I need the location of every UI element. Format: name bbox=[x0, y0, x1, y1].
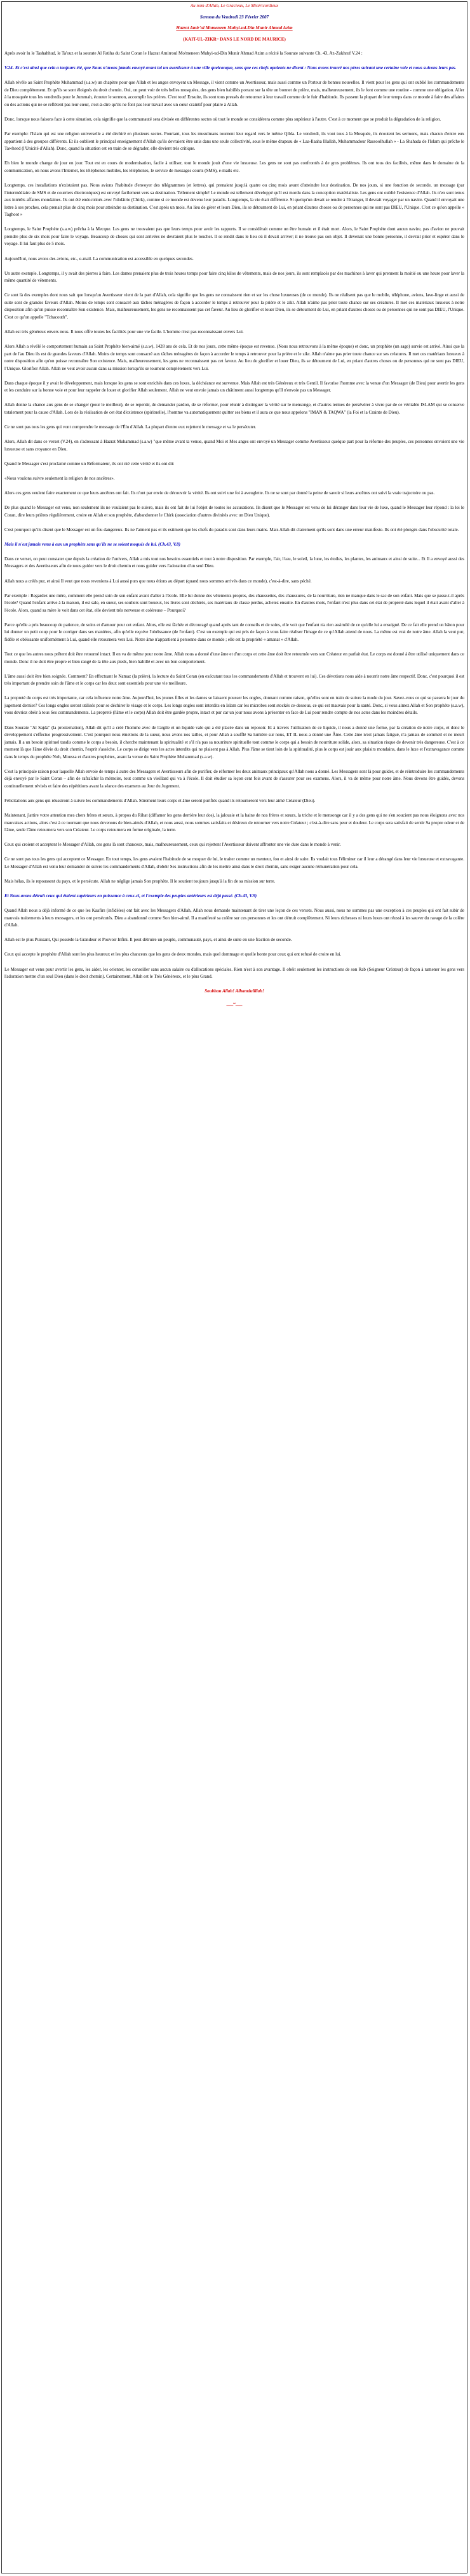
sermon-paragraph: Ce ne sont pas tous les gens qui acceptent ce Messager. En tout temps, les gens avaient l'habitude de se moquer de lui, le traiter comme un menteur, fou et ainsi de suite. Ils voulait tous l'éliminer car il leur a dérangé dans leur vie luxueuse et extravagante. Le Messager d'Allah est venu leur demander de suivre les commandements d'Allah, d'obéir Ses instructions afin de les mettre ainsi dans le droit chemin, sans exiger aucune rémunération pour cela. bbox=[4, 857, 464, 869]
sermon-paragraph: Ce sont là des exemples dont nous sait que lorsqu'un Avertisseur vient de la part d'Allah, cela signifie que les gens ne connaissent rien et sur les chose luxueuses (de ce monde). Ils ne réalisent pas que le mobile, téléphone, avions, lave-linge et aussi de suite sont de grandes faveurs d'Allah. Moins de temps sont consacré aux tâches ménagères de façon à accorder le temps à retrouver pour la prière et le zikr. Allah n'aime pas prier toute chance sur ses créatures. Il met ces matériaux luxueux à notre disposition afin qu'on puisse reconnaître Son existence. Mais, malheureusement, les gens ne reconnaissent pas cet faveur. Au lieu de glorifier et louer Dieu, ils se détournent de Lui, en priant d'autres choses ou de personnes qui ne sont pas DIEU, l'Unique. C'est ce qu'on appelle "Tchacouth". bbox=[4, 292, 464, 320]
sermon-paragraph: Par exemple : Regardez une mère, comment elle prend soin de son enfant avant d'aller à l'école. Elle lui donne des vêtements propres, des chaussettes, des chaussures, de la nourriture, rien ne manque dans le sac de son enfant. Mais que se passe-t-il après l'école? Quand l'enfant arrive à la maison, il est sale, en sueur, ses souliers sont boueux, les livres sont déchirés, ses matériaux de classe perdus, achetez ensuite. En d'autres mots, l'enfant n'est plus dans cet état de propreté dans lequel il était avant d'aller à l'école. Alors, quand sa mère le voit dans cet état, elle devient très nerveuse et coléreuse – Pourquoi? bbox=[4, 593, 464, 613]
sermon-paragraph: Allah nous a créés pur, et ainsi Il veut que nous revenions à Lui aussi purs que nous étions au départ (quand nous sommes arrivés dans ce monde), c'est-à-dire, sans péché. bbox=[4, 578, 312, 584]
sermon-content bbox=[4, 2, 464, 1008]
quran-verse-paragraph: V.24- Et c'est ainsi que cela a toujours été, que Nous n'avons jamais envoyé avant toi un avertisseur à une ville quelconque, sans que ces chefs opulents ne disent : Nous avons trouvé nos pères suivant une certaine voie et nous suivons leurs pas. bbox=[4, 65, 457, 71]
sermon-paragraph: Ceux qui accepte le prophète d'Allah sont les plus heureux et les plus chanceux que les gens de deux mondes, mais quel dommage et quelle honte pour ceux qui ont refusé de croire en lui. bbox=[4, 952, 342, 957]
sermon-paragraph: Alors Allah a révélé le comportement humain au Saint Prophète bien-aimé (s.a.w), 1428 ans de cela. Et de nos jours, cette même époque est revenue. (Nous nous retrouvons à la même époque) et donc, un prophète (un sage) survie est arrivé. Ainsi que la part de l'au Dieu ils est de grandes faveurs d'Allah. Moins de temps sont consacré aux tâches ménagères de façon à accorder le temps à retrouver pour la prière et le zikr. Allah n'aime pas prier toute chance sur ses créatures. Il met ces matériaux luxueux à notre disposition afin qu'on puisse reconnaître Son existence. Mais, malheureusement, les gens ne reconnaissent pas cet faveur. Au lieu de glorifier et louer Dieu, ils se détournent de Lui, en priant d'autres choses ou de personnes qui ne sont pas DIEU, l'Unique. Glorifier Allah. Allah ne veut avoir aucun dans sa mission lorsqu'ils se tournent complètement vers Lui. bbox=[4, 344, 464, 371]
signature-line: ___~___ bbox=[226, 1001, 243, 1006]
sermon-paragraph: Quand le Messager s'est proclamé comme un Réformateur, ils ont nié cette vérité et ils ont dit: bbox=[4, 461, 175, 466]
sermon-paragraph: Allah révèle au Saint Prophète Muhammad (s.a.w) un chapitre pour que Allah et les anges envoyent un Message, il vient comme un Avertisseur, mais aussi comme un Porteur de bonnes nouvelles. Il vient pour les gens qui ont oublié les commandements de Dieu complètement. Et qu'ils se sont éloignés du droit chemin. Oui, on peut voir de très belles mosquées, des gens bien habillés portant sur la tête un bonnet de prière, mais, malheureusement, ils le font comme une routine - comme une obligation. Aller à la mosquée tous les vendredis pour le Jummah, écouter le sermon, accomplir les prières. C'est tout! Ensuite, ils sont tous pressés de retourner à leur travail comme de le fuir d'habitude. Ils passent la plupart de leur temps dans ce monde à faire des affaires ou des actions qui ne se reflètent pas leur cœur, c'est-à-dire qu'ils ne font pas leur travail avec un cœur craintif pour plaire à Allah. bbox=[4, 80, 464, 108]
sermon-paragraph: Un autre exemple. Longtemps, il y avait des pierres à faire. Les dames prenaient plus de trois heures temps pour faire cinq kilos de vêtements, mais de nos jours, ils sont remplacés par des machines à laver qui prennent la moitié ou une heure pour laver la même quantité de vêtements. bbox=[4, 270, 464, 284]
sermon-paragraph: Quand Allah nous a déjà informé de ce que les Kaafirs (infidèles) ont fait avec les Messagers d'Allah, Allah nous demande maintenant de tirer une leçon de ces versets. Nous aussi, nous ne sommes pas une exception à ces peuples qui ont fait subir de mauvais traitements à leurs messagers, et les ont persécutés. Dieu a abandonné comme Son bien-aimé. Il a manifesté sa colère sur ces personnes et les ont détruit complètement. Ni leurs richesses ni leurs luxes ont réussi à les sauver du ravage de la colère d'Allah. bbox=[4, 908, 464, 928]
location-line: (KAIT-UL-ZIKR~ DANS LE NORD DE MAURICE) bbox=[183, 36, 286, 42]
sermon-paragraph: De plus quand le Messager est venu, non seulement ils ne voulaient pas le suivre, mais ils ont fait de lui l'objet de toutes les accusations. Ils disent que le Messager est venu de lui déranger dans leur vie de luxe, quand le Messager leur répond : la loi le Coran, dire leurs prières régulièrement, croire en Allah et son prophète, d'abandonner le Chirk (association d'autres divinités avec un Dieu Unique). bbox=[4, 505, 464, 518]
quran-verse-paragraph: Et Nous avons détruit ceux qui étaient supérieurs en puissance à ceux-ci, et l'exemple des peuples antérieurs est déjà passé. (Ch.43, V.9) bbox=[4, 893, 257, 899]
sermon-body bbox=[4, 50, 464, 980]
sermon-paragraph: Ce ne sont pas tous les gens qui vont comprendre le message de l'Élu d'Allah. La plupart d'entre eux rejettent le message et va le persécuter. bbox=[4, 424, 257, 430]
sermon-paragraph: Longtemps, ces installations n'existaient pas. Nous avions l'habitude d'envoyer des télégrammes (et lettres), qui prenaient jusqu'à quatre ou cinq mois avant d'atteindre leur destination. De nos jours, si une fonction de seconde, un message (par l'intermédiaire de SMS et de courriers électroniques) est envoyé facilement vers sa destination. Tellement simple! Le monde est tellement développé qu'il est mordu dans la conception matérialiste. Les gens ont oublié l'existence d'Allah. Ils n'en sont tenus aux intérêts affaires mondaines. Ils ont été endoctrinés avec l'idolâtrie (Chirk), comme si ce monde est devenu leur paradis. Longtemps, la vie était différente. Si quelqu'un devait se rendre à l'étranger, il devrait voyager par un navire. Quand il envoyait une lettre à ses proches, cela prenait plus de cinq mois pour atteindre sa destination. C'est après un mois. Au lieu de gérer et leurs Dieu, ils se détournent de Lui, en priant d'autres choses ou de personnes qui ne sont pas DIEU, l'Unique. C'est ce qu'on appelle « Taghoot » bbox=[4, 183, 464, 218]
sermon-paragraph: Eh bien le monde change de jour en jour. Tout est en cours de modernisation, facile à utiliser, tout le monde jouit d'une vie luxueuse. Les gens ne sont pas confrontés à de gros problèmes. Ils ont tous des facilités, même dans le domaine de la communication, où nous avons l'Internet, les téléphones mobiles, les téléphones, le service de messages courts (SMS), e-mails etc. bbox=[4, 161, 464, 173]
sermon-paragraph: Parce qu'elle a pris beaucoup de patience, de soins et d'amour pour cet enfant. Alors, elle est fâchée et découragé quand après tant de conseils et de soins, elle voit que l'enfant n'a rien assimilé de ce qu'elle lui a enseigné. De ce fait elle prend un bâton pour lui donner un petit coup pour le corriger dans ses manières, afin qu'elle reçoive l'obéissance (de l'enfant). C'est un exemple qui est pris de façon à vous faire réaliser l'image de ce qu'Allah attend de nous. La même est vrai de notre âme. Allah la veut pur, fidèle et obéissante uniformément à Lui, quand elle retournera vers Lui. Notre âme n'appartient à personne dans ce monde ; elle est la propriété « amanat » d'Allah. bbox=[4, 622, 464, 642]
sermon-paragraph: Aujourd'hui, nous avons des avions, etc., e-mail. La communication est accessible en quelques secondes. bbox=[4, 256, 194, 261]
sermon-paragraph: Après avoir lu le Tashahhud, le Ta'ouz et la sourate Al Fatiha du Saint Coran le Hazrat Amirroul Mo'meneen Muhyi-ud-Din Munir Ahmad Azim a récité la Sourate suivante Ch. 43, Az-Zukhruf V.24 : bbox=[4, 51, 363, 56]
sermon-paragraph: La propreté du corps est très importante, car cela influence notre âme. Aujourd'hui, les jeunes filles et les dames se laissent pousser les ongles, donnant comme raison, qu'elles sont en train de suivre la mode du jour. Savez-vous ce qui se passera le jour du jugement dernier? Ces longs ongles seront utilisés pour se déchirer le visage et le corps. Les longs ongles sont interdits en Islam car les microbes sont stockés ce-dessous, ce qui est mauvais pour la santé. Donc, si vous aimez Allah et Son prophète (s.a.w), vous devriez obéir à tous Ses commandements. La propreté (l'âme et le corps) Allah doit être gardée propre, intact et pur car un jour nous avons à présenter en face de Lui pour rendre compte de nos actes dans les moindres détails. bbox=[4, 695, 464, 716]
sermon-paragraph: Tout ce que les autres nous prêtent doit être retourné intact. Il en va de même pour notre âme. Allah nous a donné d'une âme et d'un corps et cette âme doit être retournée vers son Créateur en parfait état. Le corps est donné à être utilisé uniquement dans ce monde. Donc il ne doit être propre et bien rangé de la tête aux pieds, bien habillé et avec un bon comportement. bbox=[4, 652, 464, 664]
sermon-paragraph: Allah est le plus Puissant, Qui possède la Grandeur et Pouvoir Infini. Il peut détruire un peuple, communauté, pays, et ainsi de suite en une fraction de seconde. bbox=[4, 937, 292, 943]
bismillah-line: Au nom d'Allah, Le Gracieux, Le Miséricordieux bbox=[190, 3, 279, 8]
sermon-paragraph: Félicitations aux gens qui réussiront à suivre les commandements d'Allah. Sûrement leurs corps et âme seront purifiés quand ils retourneront vers leur aimé Créateur (Dieu). bbox=[4, 798, 316, 803]
sermon-paragraph: Dans chaque époque il y avait le développement, mais lorsque les gens se sont enrichés dans ces luxes, la déchéance est survenue. Mais Allah est très Généreux et très Gentil. Il favorise l'homme avec la venue d'un Messager (de Dieu) pour avertir les gens et les conduire sur la bonne voie et pour leur rappeler de louer et glorifier Allah seulement. Allah ne veut envoie jamais un châtiment aussi longtemps qu'Il n'envoie pas un Messager. bbox=[4, 380, 464, 393]
sermon-date-title: Sermon du Vendredi 23 Février 2007 bbox=[199, 14, 269, 20]
quran-verse-paragraph: Mais il n'est jamais venu à eux un prophète sans qu'ils ne se soient moqués de lui. (Ch.43, V.8) bbox=[4, 541, 180, 547]
sermon-paragraph: Maintenant, j'attire votre attention mes chers frères et sœurs, à propos du Rihat (diffamer les gens derrière leur dos), la jalousie et la haine de nos frères et sœurs, la triche et le mensonge car il y a des gens qui ne s'en soucient pas nous éloignons avec nos mauvaises actions, alors c'est à ce tournant que nous devenons de bien-aimés d'Allah, et nous aussi, nous sommes satisfaits et désireux de retourner vers notre Créateur ; c'est-à-dire sans peur et douleur. Le corps sera satisfait de sentir Sa propre odeur et de l'âme, seule l'âme retournera vers son Créateur. Le corps retournera en forme originale, la terre. bbox=[4, 813, 464, 833]
sermon-page bbox=[1, 1, 467, 2573]
sermon-paragraph: Par exemple: l'Islam qui est une religion universelle a été déchiré en plusieurs sectes. Pourtant, tous les musulmans tournent leur regard vers le même Qibla. Le vendredi, ils vont tous à la Mosquée, ils écoutent les sermons, mais chacun d'entre eux appartient à des groupes différents. Et ils oublient le principal enseignement d'Allah qu'ils devraient être unis dans une seule collectivité, sous le même drapeau de « Laa-Ilaaha Illallah, Muhammadour Rassoolhullah » - La Shahada de l'Islam qui prêche le Tawheed (l'Unicité d'Allah). Donc, quand la situation est en train de se dégrader, elle devient très critique. bbox=[4, 131, 464, 152]
sermon-paragraph: Donc, lorsque nous faisons face à cette situation, cela signifie que la communauté sera divisée en différentes sectes où tout le monde se considérera comme plus supérieur à l'autre. C'est à ce moment que se produit la dégradation de la religion. bbox=[4, 117, 441, 122]
sermon-paragraph: Dans ce verset, on peut constater que depuis la création de l'univers, Allah a mis tout nos besoins essentiels et tout à notre disposition. Par exemple, l'air, l'eau, le soleil, la lune, les étoiles, les plantes, les animaux et ainsi de suite... Et Il a envoyé aussi des Messagers et des Avertisseurs afin de nous guider vers le droit chemin et nous guider vers l'adoration d'un seul Dieu. bbox=[4, 556, 464, 569]
sermon-paragraph: Dans Sourate "Al Sajda" (la prosternation), Allah dit qu'Il a créé l'homme avec de l'argile et un liquide vale qui a été placée dans un reposoir. Et à travers l'utilisation de ce liquide, il nous a donné une forme, par la création de notre corps, et donc le développement s'effectue progressivement. C'est pourquoi nous émettons de la sueur, nous avons nos tailles, et pour Allah a soufflé Sa lumière sur nous, ET IL nous a donné une Âme. Cette âme n'est jamais fatigué, n'a jamais de sommeil et ne meurt jamais. Il a un besoin spirituel tandis comme le corps a besoin, il cherche maintenant la spiritualité et s'il n'a pas sa nourriture spirituelle tout comme le corps qui a besoin de nourriture solide, alors, sa situation risque de devenir très dangereuse. C'est à ce moment là que l'âme dévie du droit chemin, l'esprit s'assèche. Le corps se dirige vers les actes interdits qui ne plaisent pas à Allah. Plus l'âme se tient loin de la spiritualité, plus le corps est jouir aux plaisirs mondains, dans le luxe et l'extravagance comme dans le temps du prophète Noh, Moussa et d'autres prophètes, avant la venue du Saint Prophète Muhammad (s.a.w). bbox=[4, 725, 464, 759]
sermon-paragraph: Alors, Allah dit dans ce verset (V.24), en s'adressant à Hazrat Muhammad (s.a.w) "que même avant ta venue, quand Moi et Mes anges ont envoyé un Messager comme Avertisseur quelque part pour la réforme des peuples, ces personnes envoient une vie luxueuse et sans croyance en Dieu. bbox=[4, 439, 464, 452]
sermon-paragraph: L'âme aussi doit être bien soignée. Comment? En effectuant le Namaz (la prière), la lecture du Saint Coran (en exécutant tous les commandements d'Allah et trouvent en lui). Ces dévotions nous aide à nourrir notre âme respectif. Donc, c'est pourquoi il est très important de prendre soin de l'âme et le corps car les deux sont essentiels pour une vie meilleure. bbox=[4, 673, 464, 687]
closing-line: Soubhan Allah! Alhamdulillah! bbox=[205, 989, 264, 994]
sermon-paragraph: Le Messager est venu pour avertir les gens, les aider, les orienter, les conseiller sans aucun salaire ou d'allocations spéciales. Rien n'est à son avantage. Il obéit seulement les instructions de son Rab (Seigneur Créateur) de façon à ramener les gens vers l'adoration mettre d'un seul Dieu (dans le droit chemin). Certainement, Allah est le Très Généreux, et le plus Grand. bbox=[4, 966, 464, 980]
sermon-paragraph: «Nous voulons suivre seulement la religion de nos ancêtres». bbox=[4, 475, 115, 481]
sermon-paragraph: Ceux qui croient et acceptent le Messager d'Allah, ces gens là sont chanceux, mais, malheureusement, ceux qui rejettent l'Avertisseur doivent affronter une vie dure dans le monde à venir. bbox=[4, 842, 341, 848]
speaker-name: Hazrat Amir'ul Momeneen Muhyi-ud-Din Munir Ahmad Azim bbox=[176, 25, 293, 31]
sermon-paragraph: Allah est très généreux envers nous. Il nous offre toutes les facilités pour une vie facile. L'homme n'est pas reconnaissant envers Lui. bbox=[4, 329, 244, 334]
sermon-paragraph: Mais hélas, ils le repoussent du pays, et le persécute. Allah ne néglige jamais Son prophète. Il le soutient toujours jusqu'à la fin de sa mission sur terre. bbox=[4, 878, 276, 884]
sermon-paragraph: Allah donne la chance aux gens de se changer (pour le meilleur), de se repentir, de demander pardon, de se réformer, pour réunir à distinguer la vérité sur le mensonge, et d'autres termes de persévérer à vivre par de ce véritable ISLAM qui se conserve totalement pour la cause d'Allah. Lors de la réalisation de cet état d'existence (spirituelle), l'homme va automatiquement quitter ses biens et il aura ce que nous appelons "IMAN & TAQWA" (la Foi et la Crainte de Dieu). bbox=[4, 402, 464, 415]
sermon-paragraph: Alors ces gens veulent faire exactement ce que leurs ancêtres ont fait. Ils n'ont par envie de découvrir la vérité. Ils ont suivi une foi à aveuglette. Ils ne se sont par donné la peine de savoir si leurs ancêtres ont suivi la vraie trajectoire ou pas. bbox=[4, 490, 435, 496]
sermon-paragraph: C'est pourquoi qu'ils disent que le Messager est un fou dangereux. Ils ne l'aiment pas et ils estiment que les chefs du paradis sont dans leurs mains. Mais Allah dit clairement qu'ils sont dans une erreur manifeste. Ils ont été plongés dans l'obscurité totale. bbox=[4, 527, 459, 532]
sermon-paragraph: Longtemps, le Saint Prophète (s.a.w) prêcha à la Mecque. Les gens ne trouvaient pas que leurs temps pour avoir les rapports. Il se considérait comme un être humain et il était mort. Alors, le Saint Prophète dont aucun navire, pas d'avion ne pouvait prendre plus de six mois pour faire le voyage. Beaucoup de choses qui sont arrivées ne devraient plus le toucher. Il se rendit dans le lieu où il devait arriver; il ne trouve pas son objet. Il devenait une bonne personne, il devrait prier et espérer dans le voyage. Il lui faut plus de 5 mois. bbox=[4, 227, 464, 247]
sermon-paragraph: C'est la principale raison pour laquelle Allah envoie de temps à autre des Messagers et Avertisseurs afin de purifier, de réformer les deux animaux principaux qu'Allah nous a donné. Les Messagers sont là pour guider, et de réintroduire les commandements déjà envoyé par le Saint Coran – afin de rafraîchir la mémoire, tout comme un vieillard qui va à l'école. Il doit étudier sa leçon cent fois avant de s'assurer pour ses examens. Alors, il va de même pour notre âme. Nous devons être guidés, devons continuellement révisés et faire des répétitions avant la séance des examens au Jour du Jugement. bbox=[4, 768, 464, 789]
